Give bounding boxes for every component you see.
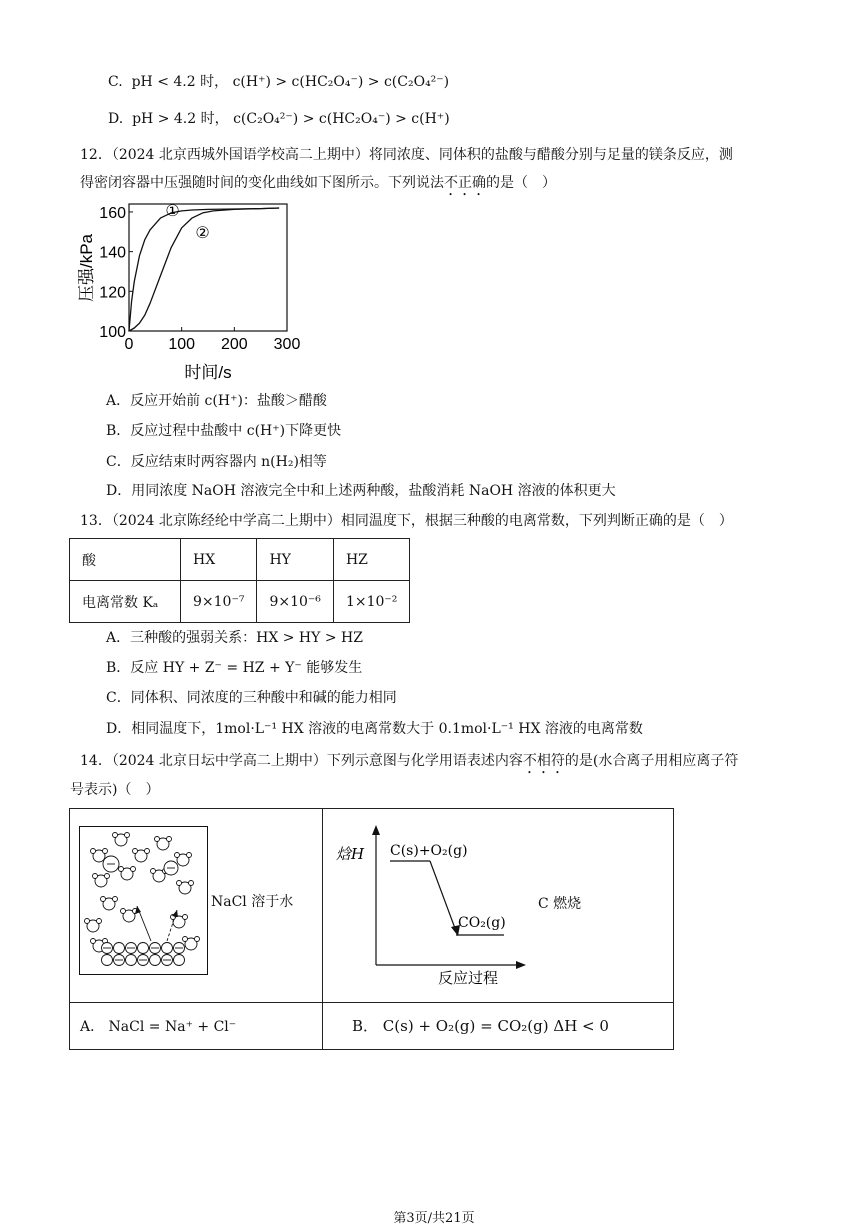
x-axis-label: 反应过程 [438, 969, 499, 987]
x-tick-label: 100 [168, 336, 196, 353]
x-tick-label: 200 [220, 336, 248, 353]
x-tick-label: 300 [273, 336, 301, 353]
option-a-formula: A． NaCl = Na⁺ + Cl⁻ [80, 1019, 237, 1035]
lattice-ion [150, 955, 161, 966]
table-row [70, 539, 410, 581]
q13-option-d: D．相同温度下，1mol·L⁻¹ HX 溶液的电离常数大于 0.1mol·L⁻¹ HX 溶液的电离常数 [106, 721, 643, 737]
q12-stem-line1: 12．（2024 北京西城外国语学校高二上期中）将同浓度、同体积的盐酸与醋酸分别与足量的镁条反应，测 [80, 147, 733, 163]
lattice-ion [126, 955, 137, 966]
q13-option-a: A．三种酸的强弱关系：HX > HY > HZ [106, 630, 363, 646]
pressure-time-chart [70, 196, 310, 382]
hydrogen-atom [189, 881, 194, 886]
y-tick-label: 100 [99, 324, 126, 341]
hydrogen-atom [155, 837, 160, 842]
table-cell: HX [181, 539, 257, 581]
q14-figure-table [69, 808, 674, 1050]
hydrogen-atom [195, 937, 200, 942]
lattice-ion [102, 955, 113, 966]
hydrogen-atom [131, 867, 136, 872]
hydrogen-atom [101, 897, 106, 902]
hydrogen-atom [183, 937, 188, 942]
lattice-ion [138, 943, 149, 954]
emphasis-text: 不正确 [444, 175, 486, 191]
hydrogen-atom [177, 881, 182, 886]
table-cell: 1×10⁻² [333, 581, 409, 623]
hydrogen-atom [175, 853, 180, 858]
table-cell: 9×10⁻⁶ [257, 581, 333, 623]
cell-a-caption: NaCl 溶于水 [211, 894, 294, 910]
hydrogen-atom [103, 849, 108, 854]
q11-option-c: C. pH < 4.2 时， c(H⁺) > c(HC₂O₄⁻) > c(C₂O₄²⁻) [108, 74, 450, 90]
table-cell: 电离常数 Kₐ [70, 581, 181, 623]
q12-option-b: B．反应过程中盐酸中 c(H⁺)下降更快 [106, 423, 342, 439]
page-footer: 第3页/共21页 [393, 1211, 475, 1226]
series-label-2: ② [195, 223, 210, 242]
q14-stem-line1: 14．（2024 北京日坛中学高二上期中）下列示意图与化学用语表述内容不相符的是(水合离子用相应离子符 [80, 753, 739, 769]
q12-stem-line2: 得密闭容器中压强随时间的变化曲线如下图所示。下列说法不正确的是（ ） [80, 175, 556, 191]
hydrogen-atom [145, 849, 150, 854]
reactants-label: C(s)+O₂(g) [390, 843, 468, 859]
hydrogen-atom [187, 853, 192, 858]
hydrogen-atom [113, 833, 118, 838]
y-tick-label: 120 [99, 284, 126, 302]
hydrogen-atom [91, 849, 96, 854]
q12-option-d: D．用同浓度 NaOH 溶液完全中和上述两种酸，盐酸消耗 NaOH 溶液的体积更大 [106, 483, 616, 499]
hydrogen-atom [113, 897, 118, 902]
acid-constant-table [69, 538, 410, 623]
hydrogen-atom [97, 919, 102, 924]
y-tick-label: 140 [99, 244, 126, 262]
table-cell: 9×10⁻⁷ [181, 581, 257, 623]
product-label: CO₂(g) [458, 915, 506, 931]
x-axis-label: 时间/s [184, 363, 232, 382]
x-tick-label: 0 [124, 336, 134, 353]
q11-option-d: D. pH > 4.2 时， c(C₂O₄²⁻) > c(HC₂O₄⁻) > c(H⁺) [108, 111, 450, 127]
table-row [70, 581, 410, 623]
q12-option-a: A．反应开始前 c(H⁺)：盐酸＞醋酸 [106, 393, 327, 409]
q12-option-c: C．反应结束时两容器内 n(H₂)相等 [106, 454, 327, 470]
hydrogen-atom [167, 837, 172, 842]
lattice-ion [114, 943, 125, 954]
hydrogen-atom [119, 867, 124, 872]
nacl-dissolution-diagram [79, 826, 209, 976]
y-axis-label: 焓H [336, 845, 365, 863]
enthalpy-diagram [332, 823, 532, 989]
hydrogen-atom [183, 915, 188, 920]
table-cell: 酸 [70, 539, 181, 581]
y-tick-label: 160 [99, 204, 126, 222]
table-cell: HZ [333, 539, 409, 581]
q13-stem: 13．（2024 北京陈经纶中学高二上期中）相同温度下，根据三种酸的电离常数，下列判断正确的是（ ） [80, 513, 733, 529]
hydrogen-atom [151, 869, 156, 874]
y-axis-label: 压强/kPa [77, 233, 96, 303]
table-cell: HY [257, 539, 333, 581]
q14-stem-line2: 号表示)（ ） [70, 782, 160, 798]
q13-option-c: C．同体积、同浓度的三种酸中和碱的能力相同 [106, 690, 397, 706]
cell-b-caption: C 燃烧 [538, 896, 582, 912]
hydrogen-atom [93, 874, 98, 879]
hydrogen-atom [121, 909, 126, 914]
lattice-ion [162, 943, 173, 954]
emphasis-text: 不相符 [522, 753, 565, 769]
series-label-1: ① [165, 201, 180, 220]
option-b-formula: B． C(s) + O₂(g) = CO₂(g) ΔH < 0 [352, 1017, 609, 1035]
hydrogen-atom [133, 849, 138, 854]
q13-option-b: B．反应 HY + Z⁻ = HZ + Y⁻ 能够发生 [106, 660, 363, 676]
hydrogen-atom [125, 833, 130, 838]
hydrogen-atom [91, 939, 96, 944]
hydrogen-atom [85, 919, 90, 924]
lattice-ion [174, 955, 185, 966]
hydrogen-atom [105, 874, 110, 879]
